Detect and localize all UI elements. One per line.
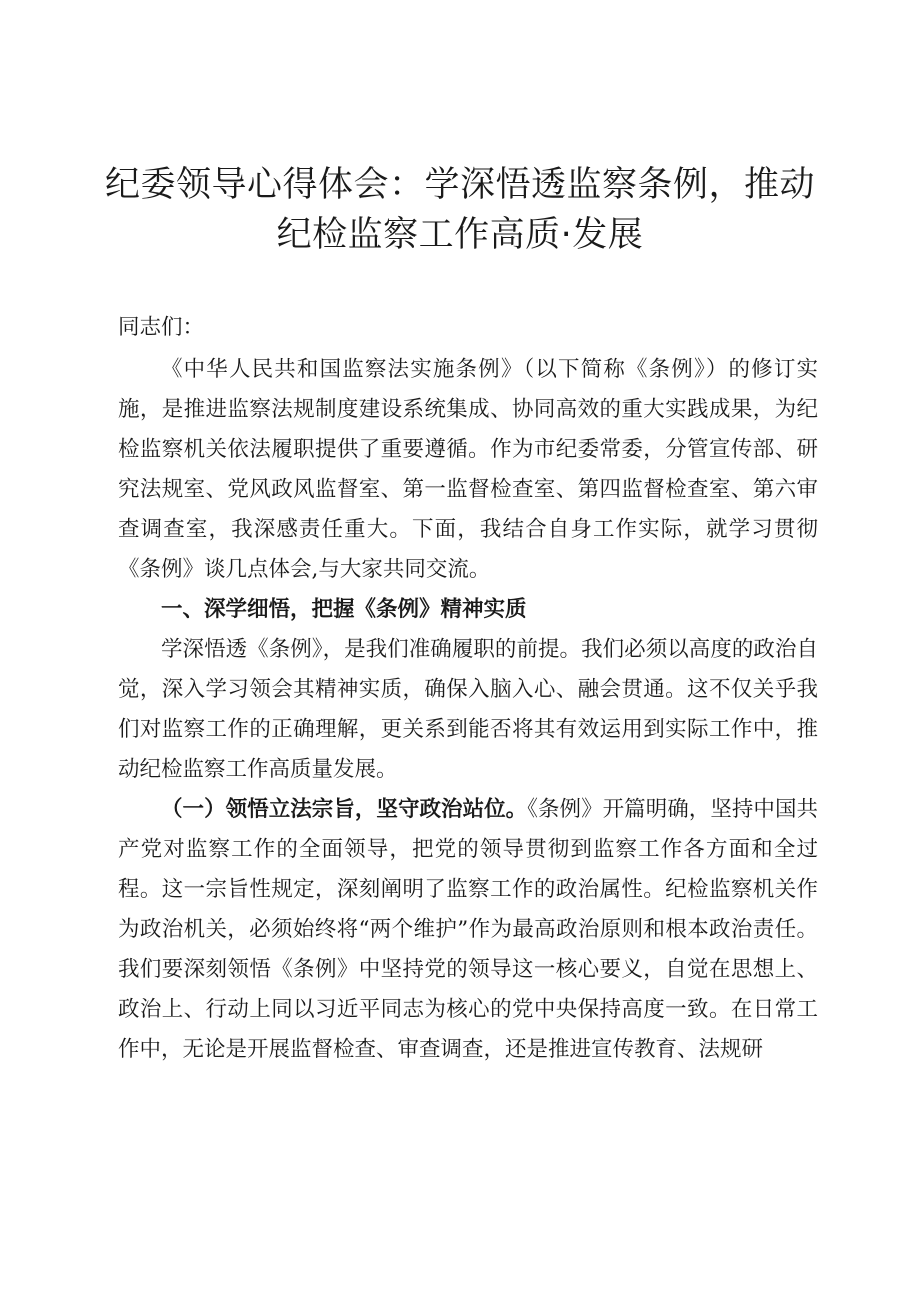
title-line-2: 纪检监察工作高质·发展 (276, 215, 644, 255)
intro-paragraph: 《中华人民共和国监察法实施条例》（以下简称《条例》）的修订实施，是推进监察法规制度建设系统集成、协同高效的重大实践成果，为纪检监察机关依法履职提供了重要遵循。作为市纪委常委，分管宣传部、研究法规室、党风政风监督室、第一监督检查室、第四监督检查室、第六审查调查室，我深感责任重大。下面，我结合自身工作实际，就学习贯彻《条例》谈几点体会,与大家共同交流。 (118, 357, 818, 582)
subsection-1-text: 《条例》开篇明确，坚持中国共产党对监察工作的全面领导，把党的领导贯彻到监察工作各方面和全过程。这一宗旨性规定，深刻阐明了监察工作的政治属性。纪检监察机关作为政治机关，必须始终将“两个维护”作为最高政治原则和根本政治责任。我们要深刻领悟《条例》中坚持党的领导这一核心要义，自觉在思想上、政治上、行动上同以习近平同志为核心的党中央保持高度一致。在日常工作中，无论是开展监督检查、审查调查，还是推进宣传教育、法规研 (118, 797, 818, 1062)
subsection-heading-1: （一）领悟立法宗旨，坚守政治站位。 (161, 797, 528, 822)
salutation: 同志们： (118, 315, 205, 340)
document-title (100, 160, 820, 260)
subsection-1-paragraph (118, 790, 818, 1070)
document-body (118, 308, 818, 1070)
section-heading-1: 一、深学细悟，把握《条例》精神实质 (161, 597, 527, 622)
section-1-paragraph: 学深悟透《条例》，是我们准确履职的前提。我们必须以高度的政治自觉，深入学习领会其精神实质，确保入脑入心、融会贯通。这不仅关乎我们对监察工作的正确理解，更关系到能否将其有效运用到实际工作中，推动纪检监察工作高质量发展。 (118, 637, 818, 782)
title-line-1: 纪委领导心得体会：学深悟透监察条例，推动 (104, 165, 815, 205)
